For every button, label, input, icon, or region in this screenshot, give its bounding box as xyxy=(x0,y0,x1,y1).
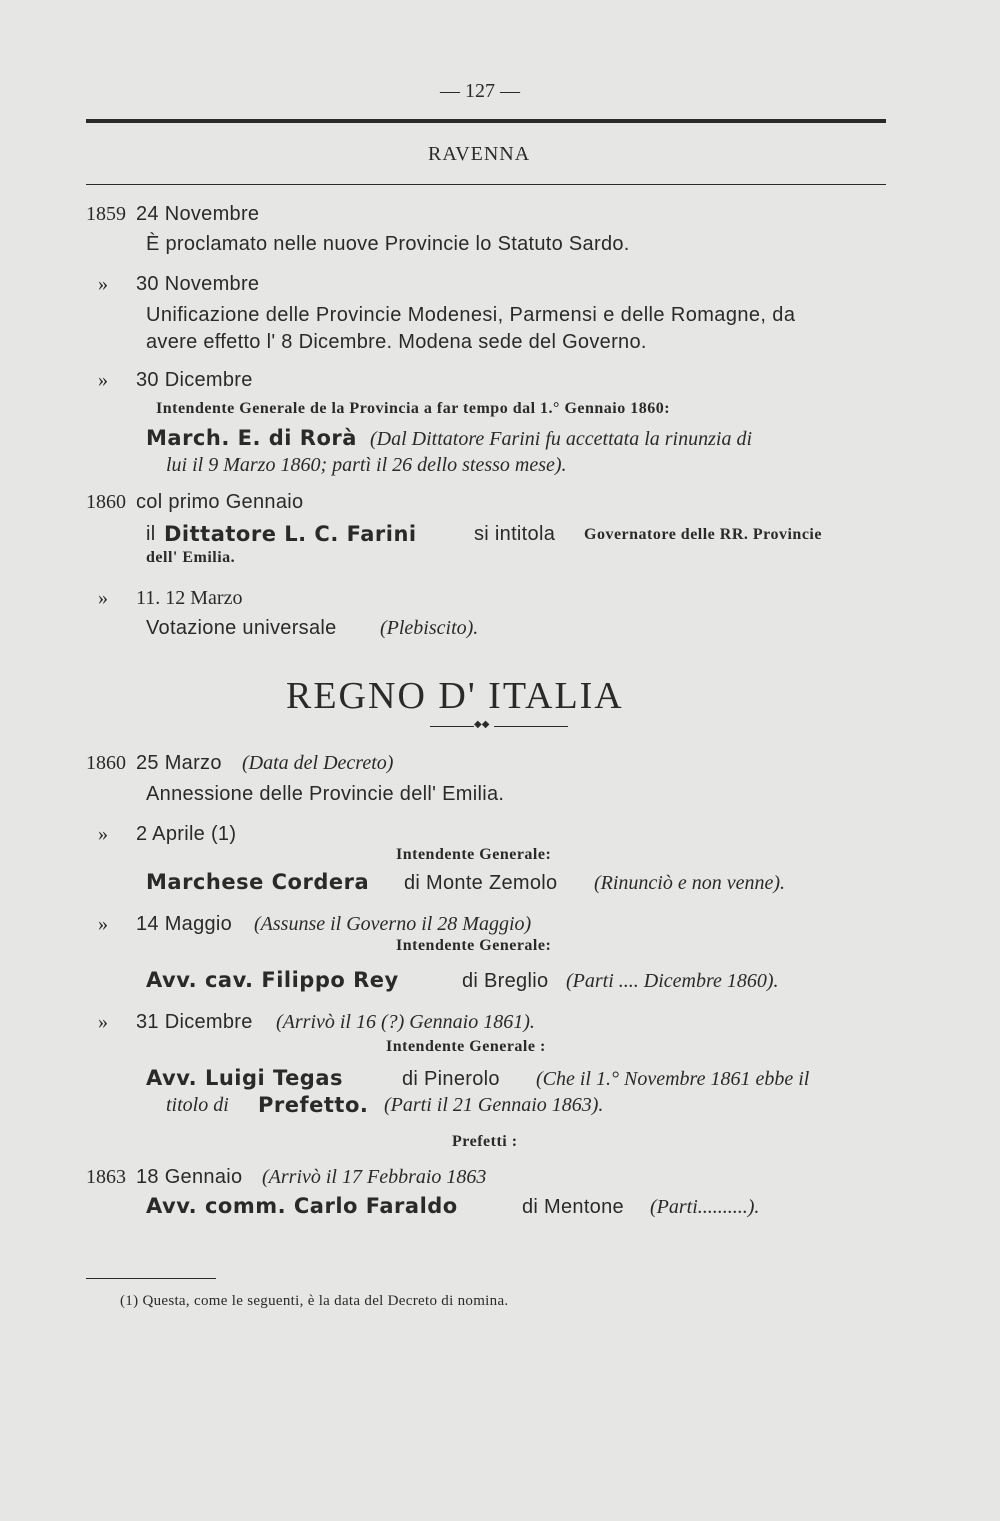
ornament-icon: ◆◆ xyxy=(474,719,490,730)
prefetti-header: Prefetti : xyxy=(452,1133,518,1150)
ornament-rule-left xyxy=(430,726,474,727)
entry-date: 24 Novembre xyxy=(136,203,260,225)
entry-text: di Mentone xyxy=(522,1196,624,1218)
entry-note: (Arrivò il 17 Febbraio 1863 xyxy=(262,1166,487,1188)
official-name: Avv. comm. Carlo Faraldo xyxy=(146,1194,458,1218)
office-header: Intendente Generale de la Provincia a far tempo dal 1.° Gennaio 1860: xyxy=(156,400,671,417)
entry-note: lui il 9 Marzo 1860; partì il 26 dello stesso mese). xyxy=(166,454,567,476)
office-title: Prefetto. xyxy=(258,1093,369,1117)
office-header: Intendente Generale: xyxy=(396,846,552,863)
ditto-mark: » xyxy=(98,913,108,935)
page-number: — 127 — xyxy=(440,80,520,102)
entry-text: di Pinerolo xyxy=(402,1068,500,1090)
entry-date: 30 Novembre xyxy=(136,273,260,295)
entry-date: 18 Gennaio xyxy=(136,1166,243,1188)
office-header: Intendente Generale: xyxy=(396,937,552,954)
official-name: Avv. cav. Filippo Rey xyxy=(146,968,399,992)
entry-date: 25 Marzo xyxy=(136,752,222,774)
entry-date: 30 Dicembre xyxy=(136,369,253,391)
section-title: RAVENNA xyxy=(428,143,531,165)
office-header: Intendente Generale : xyxy=(386,1038,546,1055)
entry-note: (Parti..........). xyxy=(650,1196,760,1218)
ditto-mark: » xyxy=(98,369,108,391)
entry-text: Annessione delle Provincie dell' Emilia. xyxy=(146,783,505,805)
entry-date: 11. 12 Marzo xyxy=(136,587,243,609)
entry-note: (Rinunciò e non venne). xyxy=(594,872,786,894)
entry-text: di Monte Zemolo xyxy=(404,872,558,894)
ornament-rule-right xyxy=(494,726,568,727)
official-name: Marchese Cordera xyxy=(146,870,370,894)
footnote-rule xyxy=(86,1278,216,1279)
entry-note: (Arrivò il 16 (?) Gennaio 1861). xyxy=(276,1011,535,1033)
office-title: dell' Emilia. xyxy=(146,549,236,566)
entry-note: titolo di xyxy=(166,1094,229,1116)
entry-note: (Parti .... Dicembre 1860). xyxy=(566,970,779,992)
entry-text: È proclamato nelle nuove Provincie lo Statuto Sardo. xyxy=(146,233,630,255)
entry-note: (Parti il 21 Gennaio 1863). xyxy=(384,1094,604,1116)
ditto-mark: » xyxy=(98,587,108,609)
entry-text: si intitola xyxy=(474,523,556,545)
entry-date: 31 Dicembre xyxy=(136,1011,253,1033)
office-title: Governatore delle RR. Provincie xyxy=(584,526,822,543)
entry-note: (Plebiscito). xyxy=(380,617,479,639)
entry-note: (Dal Dittatore Farini fu accettata la rinunzia di xyxy=(370,428,753,450)
entry-year: 1863 xyxy=(86,1166,126,1188)
entry-date: 14 Maggio xyxy=(136,913,233,935)
kingdom-title: REGNO D' ITALIA xyxy=(286,675,624,717)
entry-date: 2 Aprile (1) xyxy=(136,823,237,845)
entry-text: avere effetto l' 8 Dicembre. Modena sede del Governo. xyxy=(146,331,647,353)
official-name: Avv. Luigi Tegas xyxy=(146,1066,344,1090)
header-rule-thick xyxy=(86,119,886,123)
ditto-mark: » xyxy=(98,273,108,295)
footnote: (1) Questa, come le seguenti, è la data del Decreto di nomina. xyxy=(120,1293,509,1309)
section-rule xyxy=(86,184,886,185)
entry-text: il xyxy=(146,523,156,545)
entry-date: col primo Gennaio xyxy=(136,491,304,513)
official-name: Dittatore L. C. Farini xyxy=(164,522,417,546)
entry-note: (Assunse il Governo il 28 Maggio) xyxy=(254,913,532,935)
entry-year: 1860 xyxy=(86,752,126,774)
entry-text: Unificazione delle Provincie Modenesi, Parmensi e delle Romagne, da xyxy=(146,304,796,326)
entry-text: di Breglio xyxy=(462,970,549,992)
entry-text: Votazione universale xyxy=(146,617,337,639)
official-name: March. E. di Rorà xyxy=(146,426,357,450)
entry-note: (Che il 1.° Novembre 1861 ebbe il xyxy=(536,1068,810,1090)
ditto-mark: » xyxy=(98,823,108,845)
entry-note: (Data del Decreto) xyxy=(242,752,394,774)
entry-year: 1859 xyxy=(86,203,126,225)
entry-year: 1860 xyxy=(86,491,126,513)
ditto-mark: » xyxy=(98,1011,108,1033)
